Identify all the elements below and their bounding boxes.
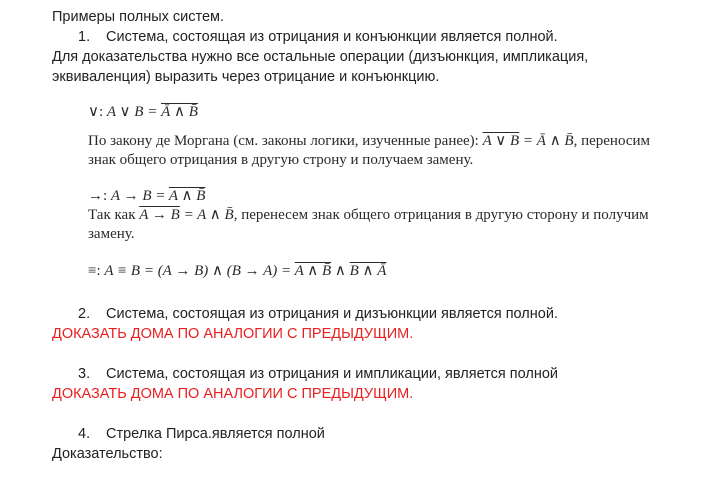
proof-label: Доказательство: (52, 446, 163, 462)
list-item-4 (78, 425, 325, 443)
list-item-text: Система, состоящая из отрицания и конъюнкции является полной. (106, 29, 558, 45)
morgan-line-1: По закону де Моргана (см. законы логики, изученные ранее): A ∨ B = Ā ∧ B̄, переносим (88, 133, 651, 149)
list-item-text: Система, состоящая из отрицания и дизъюнкции является полной. (106, 306, 558, 322)
list-number: 2. (78, 306, 91, 322)
intro-line-2: эквиваленция) выразить через отрицание и конъюнкцию. (52, 69, 440, 85)
list-number: 1. (78, 29, 91, 45)
implication-line-2: замену. (88, 226, 135, 242)
list-item-text: Система, состоящая из отрицания и импликации, является полной (106, 366, 558, 382)
homework-note-3: ДОКАЗАТЬ ДОМА ПО АНАЛОГИИ С ПРЕДЫДУЩИМ. (52, 386, 414, 402)
list-item-1 (78, 28, 558, 46)
equivalence-formula: ≡: A ≡ B = (A → B) ∧ (B → A) = A ∧ B̄ ∧ B ∧ Ā (88, 263, 387, 279)
list-item-3 (78, 365, 558, 383)
morgan-line-2: знак общего отрицания в другую строну и получаем замену. (88, 152, 474, 168)
list-number: 4. (78, 426, 91, 442)
list-number: 3. (78, 366, 91, 382)
implication-formula: →: A → B = A ∧ B̄ (88, 188, 206, 204)
implication-line-1: Так как A → B = A ∧ B̄, перенесем знак общего отрицания в другую сторону и получим (88, 207, 649, 223)
homework-note-2: ДОКАЗАТЬ ДОМА ПО АНАЛОГИИ С ПРЕДЫДУЩИМ. (52, 326, 414, 342)
disjunction-formula: ∨: A ∨ B = Ā ∧ B̄ (88, 104, 198, 120)
list-item-2 (78, 305, 558, 323)
intro-line-1: Для доказательства нужно все остальные операции (дизъюнкция, импликация, (52, 49, 589, 65)
section-heading: Примеры полных систем. (52, 9, 225, 25)
list-item-text: Стрелка Пирса.является полной (106, 426, 325, 442)
